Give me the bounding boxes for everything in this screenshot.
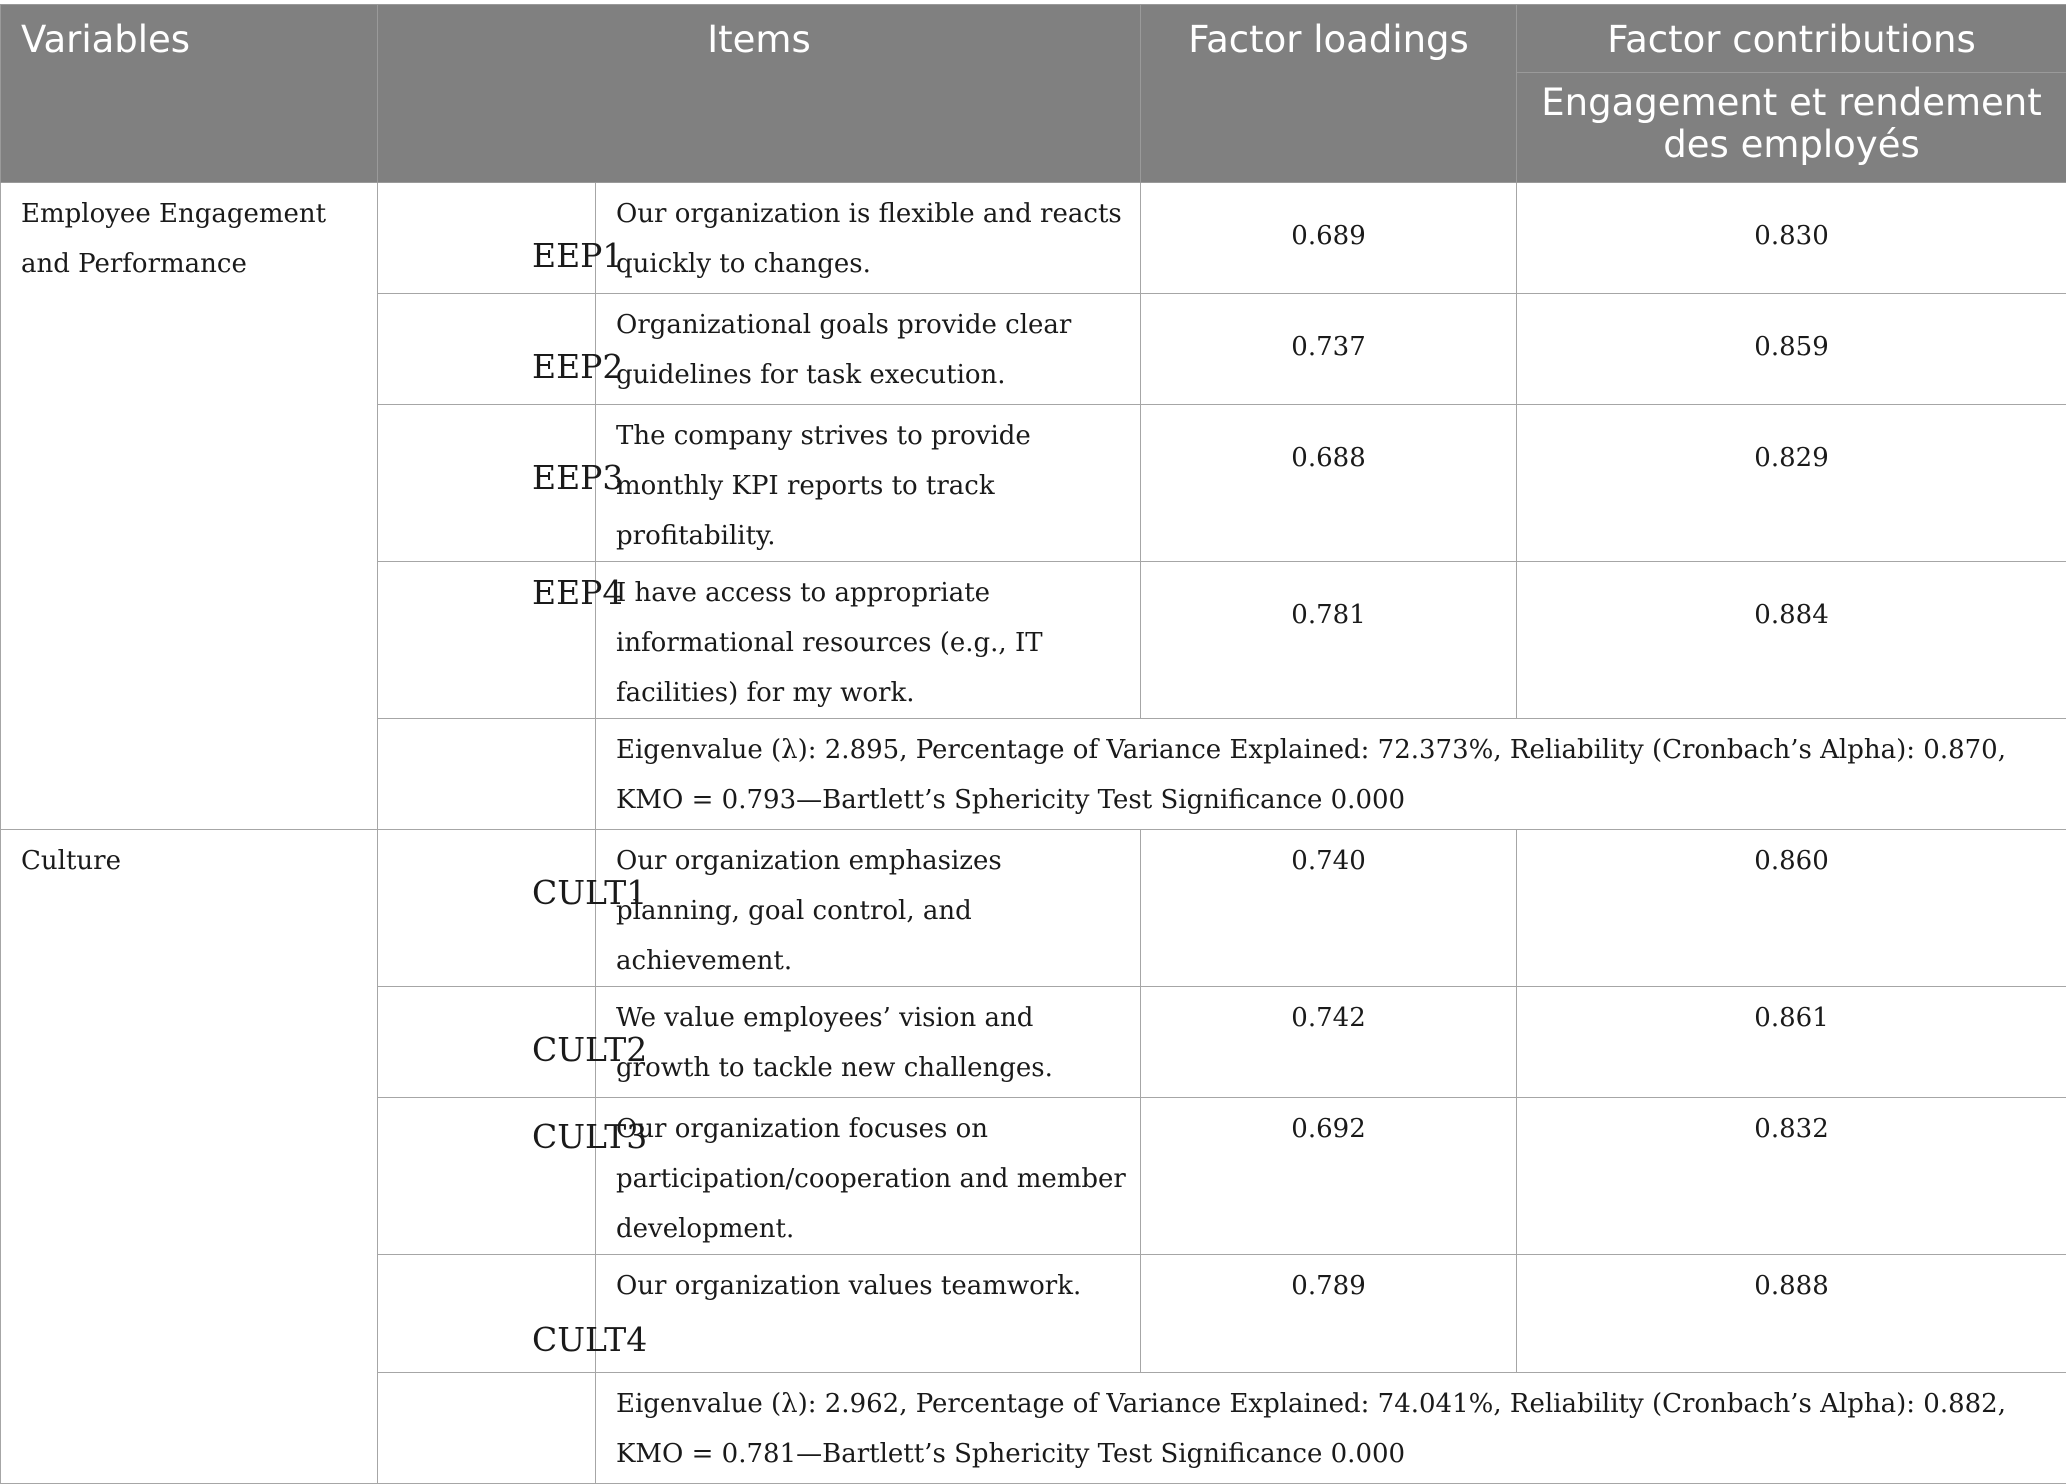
item-text: Our organization values teamwork.: [596, 1255, 1141, 1373]
factor-contribution: 0.861: [1517, 987, 2066, 1098]
factor-loading: 0.688: [1141, 405, 1517, 562]
header-factor-contributions-sub: Engagement et rendement des employés: [1517, 73, 2066, 183]
table-row: [1, 183, 2066, 294]
factor-contribution: 0.859: [1517, 294, 2066, 405]
item-code: CULT4: [378, 1255, 596, 1373]
factor-contribution: 0.830: [1517, 183, 2066, 294]
item-code: CULT2: [378, 987, 596, 1098]
item-text: The company strives to provide monthly KPI reports to track profitability.: [596, 405, 1141, 562]
factor-loading: 0.781: [1141, 562, 1517, 719]
header-variables: Variables: [1, 5, 378, 183]
item-text: We value employees’ vision and growth to tackle new challenges.: [596, 987, 1141, 1098]
factor-loading: 0.689: [1141, 183, 1517, 294]
blank-cell: [378, 1373, 596, 1484]
variable-name: Culture: [1, 830, 378, 1484]
group-statistics: Eigenvalue (λ): 2.962, Percentage of Variance Explained: 74.041%, Reliability (Cronbach’s Alpha): 0.882, KMO = 0.781—Bartlett’s Sphericity Test Significance 0.000: [596, 1373, 2066, 1484]
header-items: Items: [378, 5, 1141, 183]
item-code: EEP2: [378, 294, 596, 405]
factor-contribution: 0.860: [1517, 830, 2066, 987]
table-row: [1, 830, 2066, 987]
item-code: EEP3: [378, 405, 596, 562]
factor-contribution: 0.832: [1517, 1098, 2066, 1255]
item-text: Our organization is flexible and reacts quickly to changes.: [596, 183, 1141, 294]
factor-loading: 0.737: [1141, 294, 1517, 405]
factor-contribution: 0.888: [1517, 1255, 2066, 1373]
factor-loading: 0.692: [1141, 1098, 1517, 1255]
blank-cell: [378, 719, 596, 830]
factor-loading: 0.742: [1141, 987, 1517, 1098]
item-code: CULT1: [378, 830, 596, 987]
table-header: [1, 5, 2066, 183]
factor-loading: 0.789: [1141, 1255, 1517, 1373]
factor-contribution: 0.884: [1517, 562, 2066, 719]
item-text: Our organization emphasizes planning, goal control, and achievement.: [596, 830, 1141, 987]
table-body: [1, 183, 2066, 1484]
factor-contribution: 0.829: [1517, 405, 2066, 562]
factor-analysis-table: [0, 4, 2066, 1484]
variable-name: Employee Engagement and Performance: [1, 183, 378, 830]
group-statistics: Eigenvalue (λ): 2.895, Percentage of Variance Explained: 72.373%, Reliability (Cronbach’s Alpha): 0.870, KMO = 0.793—Bartlett’s Sphericity Test Significance 0.000: [596, 719, 2066, 830]
item-code: CULT3: [378, 1098, 596, 1255]
header-factor-loadings: Factor loadings: [1141, 5, 1517, 183]
item-code: EEP1: [378, 183, 596, 294]
item-text: Our organization focuses on participation/cooperation and member development.: [596, 1098, 1141, 1255]
header-factor-contributions: Factor contributions: [1517, 5, 2066, 73]
item-code: EEP4: [378, 562, 596, 719]
item-text: I have access to appropriate informational resources (e.g., IT facilities) for my work.: [596, 562, 1141, 719]
factor-loading: 0.740: [1141, 830, 1517, 987]
item-text: Organizational goals provide clear guidelines for task execution.: [596, 294, 1141, 405]
